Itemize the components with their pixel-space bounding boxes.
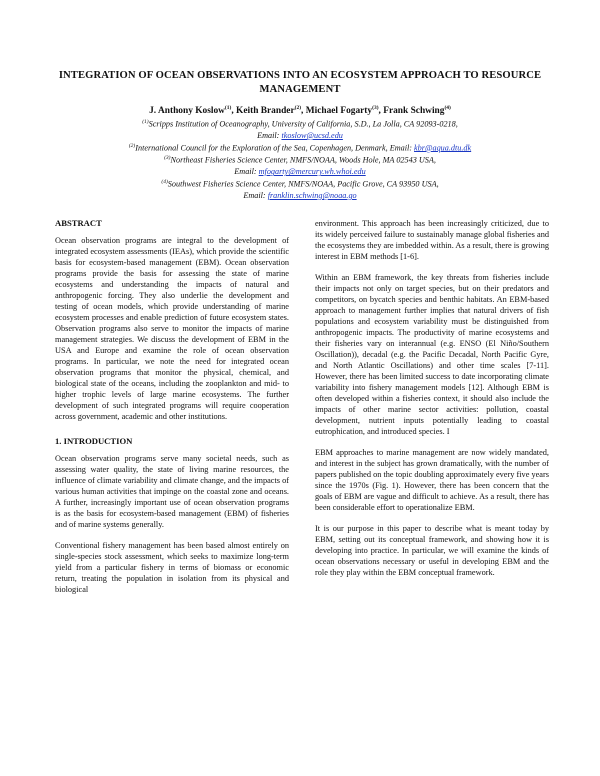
affiliation-1 bbox=[60, 117, 540, 130]
paper-title: INTEGRATION OF OCEAN OBSERVATIONS INTO AN ECOSYSTEM APPROACH TO RESOURCE MANAGEMENT bbox=[58, 70, 542, 95]
right-column bbox=[315, 218, 549, 578]
body-paragraph-2: Within an EBM framework, the key threats from fisheries include their impacts not only on target species, but on their predators and competitors, on bycatch species and benthic habitats. An EBM-based approach to management further implies that natural drivers of fish populations and ecosystem variability must be distinguished from anthropogenic impacts. The productivity of marine ecosystems and their fisheries vary on interannual (e.g. ENSO (El Niño/Southern Oscillation)), decadal (e.g. the Pacific Decadal, North Pacific Gyre, and North Atlantic Oscillations) and other time scales [7-11]. However, there has been limited success to date incorporating climate variability into fishery management models [12]. Although EBM is often developed within a fisheries context, it should also include the impacts of other marine sector activities: pollution, coastal development, nutrient inputs potentially leading to coastal eutrophication, and introduced species. I bbox=[315, 273, 549, 436]
affiliation-4 bbox=[60, 177, 540, 190]
author-mark: (1) bbox=[224, 105, 232, 111]
author-name: Michael Fogarty bbox=[305, 106, 373, 117]
affiliation-mark: (2) bbox=[128, 142, 136, 149]
body-paragraph-3: EBM approaches to marine management are now widely mandated, and interest in the subject has grown dramatically, with the number of papers published on the topic doubling approximately every five years since the 1970s (Fig. 1). However, there has been concern that the goals of EBM are vague and difficult to achieve. As a result, there has been considerable effort to operationalize EBM. bbox=[315, 448, 549, 512]
email-label: Email: bbox=[257, 130, 280, 140]
affiliation-4-email bbox=[60, 190, 540, 201]
email-label: Email: bbox=[243, 190, 266, 200]
email-link[interactable]: franklin.schwing@noaa.go bbox=[267, 190, 357, 200]
abstract-text: Ocean observation programs are integral to the development of integrated ecosystem assessments (IEAs), which provide the scientific basis for ecosystem-based management (EBM). Ocean observation programs provide the basis for assessing the state of marine ecosystems and understanding the impacts of natural and anthropogenic forcing. They also underlie the development and testing of ocean models, which provide understanding of marine ecosystem processes and enable prediction of future ecosystem states. Observation programs also serve to monitor the impacts of marine management strategies. We discuss the development of EBM in the USA and Europe and examine the role of ocean observation programs. In particular, we note the need for integrated ocean observation programs that monitor the physical, chemical, and biological state of the oceans, including the zooplankton and mid- to higher trophic levels of large marine ecosystems. The further development of such integrated programs will require cooperation across government, academic and other institutions. bbox=[55, 236, 289, 421]
abstract-heading: ABSTRACT bbox=[55, 218, 102, 228]
author-name: Keith Brander bbox=[236, 106, 295, 117]
affiliation-mark: (1) bbox=[142, 119, 149, 125]
author-list: J. Anthony Koslow$^{(1)}$, Keith Brander$^{(2)}$, Michael Fogarty$^{(3)}$, Frank Schwing$^{(4)}$ bbox=[149, 105, 451, 117]
email-link[interactable]: tkoslow@ucsd.edu bbox=[281, 130, 343, 140]
author-mark: (4) bbox=[444, 105, 451, 111]
introduction-paragraph-1: Ocean observation programs serve many societal needs, such as assessing water quality, the state of living marine resources, the influence of climate variability and climate change, and the impacts of various human activities that impinge on the coastal zone and oceans. A further, increasingly important use of ocean observation programs is as the basis for ecosystem-based management (EBM) of fisheries and of marine systems generally. bbox=[55, 454, 289, 529]
email-label: Email: bbox=[234, 167, 257, 177]
affiliation-mark: (4) bbox=[161, 179, 168, 186]
introduction-paragraph-2: Conventional fishery management has been based almost entirely on single-species stock assessment, which seeks to maximize long-term yield from a particular fishery in terms of biomass or economic return, treating the population in isolation from its physical and biological bbox=[55, 541, 289, 594]
affiliation-3-email bbox=[60, 166, 540, 177]
affiliation-1-email bbox=[60, 130, 540, 141]
body-paragraph-4: It is our purpose in this paper to describe what is meant today by EBM, setting out its conceptual framework, and showing how it is developing into practice. In particular, we will examine the kinds of ocean observations necessary or useful in developing EBM and the role they play within the EBM conceptual framework. bbox=[315, 524, 549, 577]
affiliation-text: Southwest Fisheries Science Center, NMFS/NOAA, Pacific Grove, CA 93950 USA, bbox=[167, 179, 439, 189]
affiliation-mark: (3) bbox=[164, 155, 171, 162]
affiliation-text: Scripps Institution of Oceanography, University of California, S.D., La Jolla, CA 92093-0218, bbox=[148, 119, 458, 129]
left-column bbox=[55, 218, 289, 595]
introduction-heading: 1. INTRODUCTION bbox=[55, 436, 133, 446]
author-name: Frank Schwing bbox=[383, 106, 445, 117]
author-name: J. Anthony Koslow bbox=[149, 106, 225, 117]
author-mark: (3) bbox=[372, 105, 379, 111]
author-mark: (2) bbox=[294, 105, 302, 111]
email-link[interactable]: kbr@aqua.dtu.dk bbox=[414, 143, 472, 153]
email-link[interactable]: mfogarty@mercury.wh.whoi.edu bbox=[258, 167, 366, 177]
affiliation-list bbox=[60, 117, 540, 201]
affiliation-text: Northeast Fisheries Science Center, NMFS/NOAA, Woods Hole, MA 02543 USA, bbox=[170, 156, 436, 166]
affiliation-text: International Council for the Exploration of the Sea, Copenhagen, Denmark, Email: bbox=[135, 143, 412, 153]
body-paragraph-1: environment. This approach has been increasingly criticized, due to its widely perceived failure to sustainably manage global fisheries and the ecosystems they are imbedded within. As a result, there is growing interest in EBM methods [1-6]. bbox=[315, 219, 549, 261]
affiliation-3 bbox=[60, 153, 540, 166]
affiliation-2 bbox=[60, 141, 540, 154]
